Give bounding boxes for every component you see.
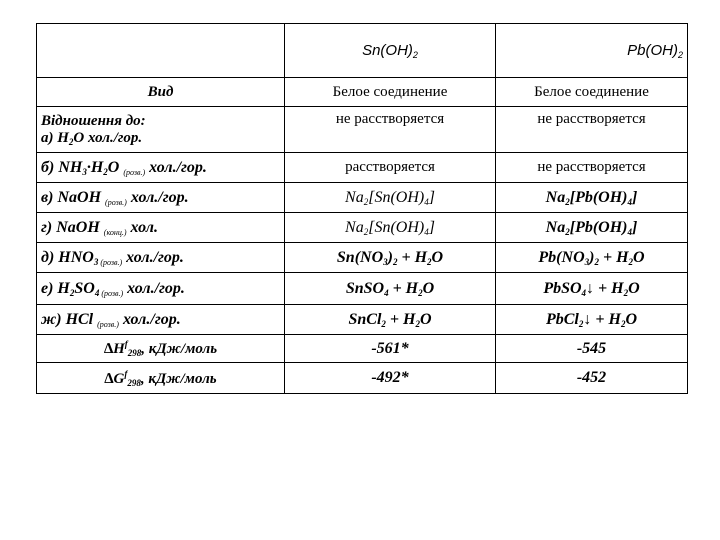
sn-hcl: SnCl$_2$ + $H_2O$ (285, 305, 496, 335)
table-row-enthalpy (37, 335, 688, 363)
table-row-water (37, 107, 688, 153)
sn-nh3: расстворяется (285, 153, 496, 183)
row-label-naoh-dilute: в) NaOH $_{(розв.)}$ хол./гор. (37, 183, 285, 213)
pb-hcl: PbCl$_2$↓ + $H_2O$ (496, 305, 688, 335)
table-row-gibbs (37, 363, 688, 394)
sn-enthalpy: -561* (285, 335, 496, 363)
sn-hno3: $Sn(NO_3)_2 + H_2O$ (285, 243, 496, 273)
table-row-hcl (37, 305, 688, 335)
sn-naoh-conc: $Na_2[Sn(OH)_4]$ (285, 213, 496, 243)
table-row-naoh-dilute (37, 183, 688, 213)
row-label-hno3: д) $HNO_3$ $_{(розв.)}$ хол./гор. (37, 243, 285, 273)
table-row-naoh-conc (37, 213, 688, 243)
header-pb-oh2: $Pb(OH)_2$ (496, 24, 688, 78)
pb-enthalpy: -545 (496, 335, 688, 363)
pb-h2so4: PbSO$_4$↓ + $H_2O$ (496, 273, 688, 305)
row-label-gibbs: $\Delta G^f_{298}$, кДж/моль (37, 363, 285, 394)
table-row-nh3 (37, 153, 688, 183)
sn-gibbs: -492* (285, 363, 496, 394)
pb-hno3: $Pb(NO_3)_2 + H_2O$ (496, 243, 688, 273)
table-row-hno3 (37, 243, 688, 273)
row-label-water: Відношення до: а) $H_2O$ хол./гор. (37, 107, 285, 153)
header-empty-cell (37, 24, 285, 78)
row-label-nh3: б) $NH_3\cdot H_2O$ $_{(розв.)}$ хол./гор. (37, 153, 285, 183)
header-sn-oh2: $Sn(OH)_2$ (285, 24, 496, 78)
row-label-naoh-conc: г) NaOH $_{(конц.)}$ хол. (37, 213, 285, 243)
sn-appearance: Белое соединение (285, 78, 496, 107)
table-row-appearance (37, 78, 688, 107)
table-row-h2so4 (37, 273, 688, 305)
pb-naoh-dilute: $Na_2[Pb(OH)_4]$ (496, 183, 688, 213)
sn-h2so4: SnSO$_4$ + $H_2O$ (285, 273, 496, 305)
row-label-appearance: Вид (37, 78, 285, 107)
pb-nh3: не расстворяется (496, 153, 688, 183)
properties-table (36, 23, 688, 394)
table-header-row (37, 24, 688, 78)
row-label-hcl: ж) HCl $_{(розв.)}$ хол./гор. (37, 305, 285, 335)
row-label-h2so4: е) $H_2SO_4$ $_{(розв.)}$ хол./гор. (37, 273, 285, 305)
pb-gibbs: -452 (496, 363, 688, 394)
pb-appearance: Белое соединение (496, 78, 688, 107)
sn-water: не расстворяется (285, 107, 496, 153)
sn-naoh-dilute: $Na_2[Sn(OH)_4]$ (285, 183, 496, 213)
pb-naoh-conc: $Na_2[Pb(OH)_4]$ (496, 213, 688, 243)
row-label-enthalpy: $\Delta H^f_{298}$, кДж/моль (37, 335, 285, 363)
pb-water: не расстворяется (496, 107, 688, 153)
